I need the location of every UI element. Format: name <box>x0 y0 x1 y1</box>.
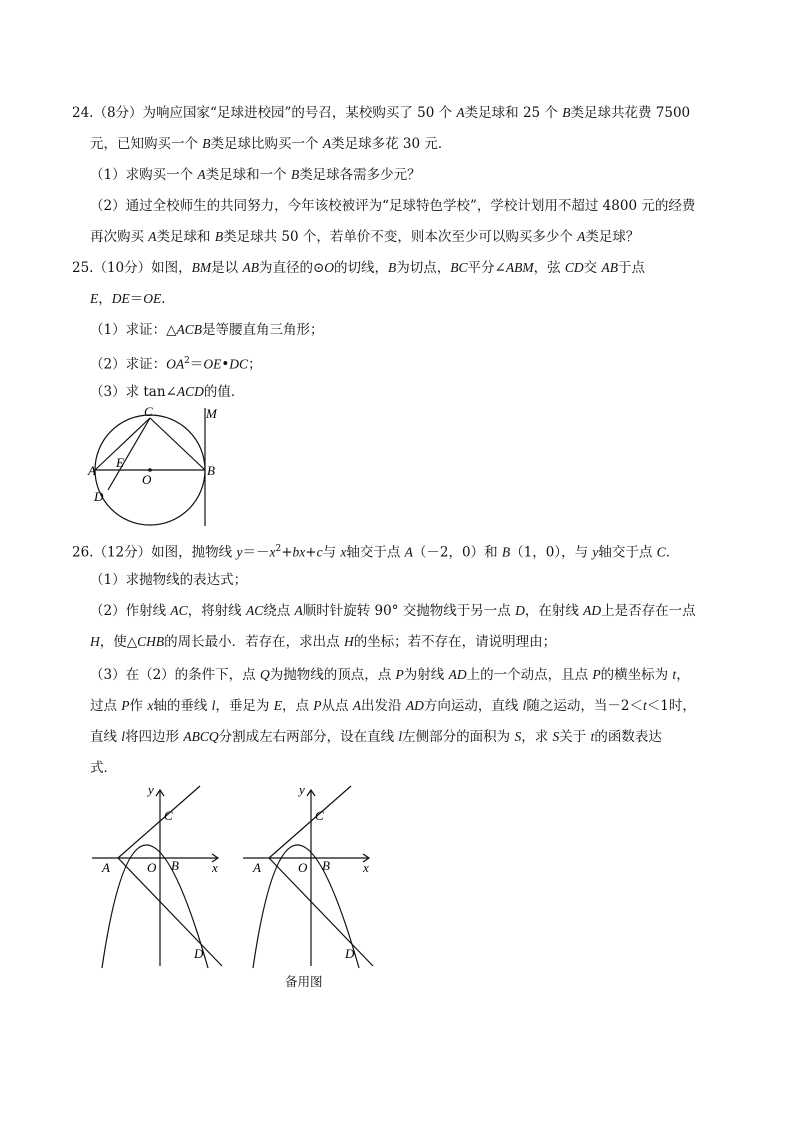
fig1-label-o: O <box>147 860 157 875</box>
fig2-label-a: A <box>253 860 261 875</box>
q25-part-1: （1）求证：△ACB是等腰直角三角形； <box>90 322 324 338</box>
q26-part-3-line-2: 过点 P作 x轴的垂线 l，垂足为 E，点 P从点 A出发沿 AD方向运动，直线 l随之运动，当－2＜t＜1时， <box>90 698 696 714</box>
fig2-label-y: y <box>299 782 305 797</box>
q24-part-2-line-1: （2）通过全校师生的共同努力，今年该校被评为“足球特色学校”，学校计划用不超过 4800 元的经费 <box>90 198 696 214</box>
q24-part-2-line-2: 再次购买 A类足球和 B类足球共 50 个，若单价不变，则本次至少可以购买多少个 A类足球？ <box>90 229 640 245</box>
q26-part-2-line-1: （2）作射线 AC，将射线 AC绕点 A顺时针旋转 90° 交抛物线于另一点 D，在射线 AD上是否存在一点 <box>90 603 696 619</box>
q25-line-1: 25.（10分）如图，BM是以 AB为直径的⊙O的切线，B为切点，BC平分∠ABM，弦 CD交 AB于点 <box>72 260 645 276</box>
q24-part-1: （1）求购买一个 A类足球和一个 B类足球各需多少元？ <box>90 167 421 183</box>
q26-parabola-svg <box>90 780 230 970</box>
ray-ac <box>269 786 351 858</box>
q25-part-3: （3）求 tan∠ACD的值． <box>90 384 245 400</box>
q25-part-2: （2）求证：$OA^2=OE•DC$； <box>90 356 262 373</box>
q25-circle-svg <box>86 404 226 528</box>
fig2-label-o: O <box>298 860 308 875</box>
fig1-label-b: B <box>171 858 179 873</box>
label-b: B <box>207 463 215 478</box>
fig2-label-x: x <box>363 860 369 875</box>
fig1-label-x: x <box>212 860 218 875</box>
q26-parabola-figure <box>90 780 230 970</box>
chord-bc <box>150 418 205 470</box>
q25-circle-figure <box>86 404 226 528</box>
backup-figure-caption: 备用图 <box>285 974 323 989</box>
label-a: A <box>88 463 96 478</box>
q25-line-2: E，DE＝OE． <box>90 291 175 307</box>
fig1-label-a: A <box>102 860 110 875</box>
q26-part-3-line-4: 式． <box>90 760 117 776</box>
ray-ad <box>269 858 373 966</box>
label-e: E <box>116 455 124 470</box>
fig2-label-d: D <box>345 946 355 961</box>
fig1-label-c: C <box>164 808 173 823</box>
q26-backup-svg <box>241 780 381 970</box>
label-d: D <box>94 489 104 504</box>
fig2-label-c: C <box>315 808 324 823</box>
fig1-label-d: D <box>194 946 204 961</box>
fig1-label-y: y <box>148 782 154 797</box>
q24-line-1: 24.（8分）为响应国家“足球进校园”的号召，某校购买了 50 个 A类足球和 25 个 B类足球共花费 7500 <box>72 105 691 121</box>
q26-part-3-line-1: （3）在（2）的条件下，点 Q为抛物线的顶点，点 P为射线 AD上的一个动点，且点 P的横坐标为 t， <box>90 667 690 683</box>
label-c: C <box>144 404 153 419</box>
q26-part-1: （1）求抛物线的表达式； <box>90 572 248 588</box>
q26-part-3-line-3: 直线 l将四边形 ABCQ分割成左右两部分，设在直线 l左侧部分的面积为 S，求 S关于 t的函数表达 <box>90 729 662 745</box>
fig2-label-b: B <box>322 858 330 873</box>
label-o: O <box>142 472 152 487</box>
q26-line-1: 26.（12分）如图，抛物线 $y=-x^2+bx+c$与 x轴交于点 A（－2，0）和 B（1，0），与 y轴交于点 C． <box>72 544 680 561</box>
q24-line-2: 元，已知购买一个 B类足球比购买一个 A类足球多花 30 元． <box>90 136 452 152</box>
q26-backup-figure <box>241 780 381 970</box>
label-m: M <box>206 406 217 421</box>
ray-ad <box>118 858 222 966</box>
q26-part-2-line-2: H，使△CHB的周长最小．若存在，求出点 H的坐标；若不存在，请说明理由； <box>90 634 557 650</box>
ray-ac <box>118 786 200 858</box>
